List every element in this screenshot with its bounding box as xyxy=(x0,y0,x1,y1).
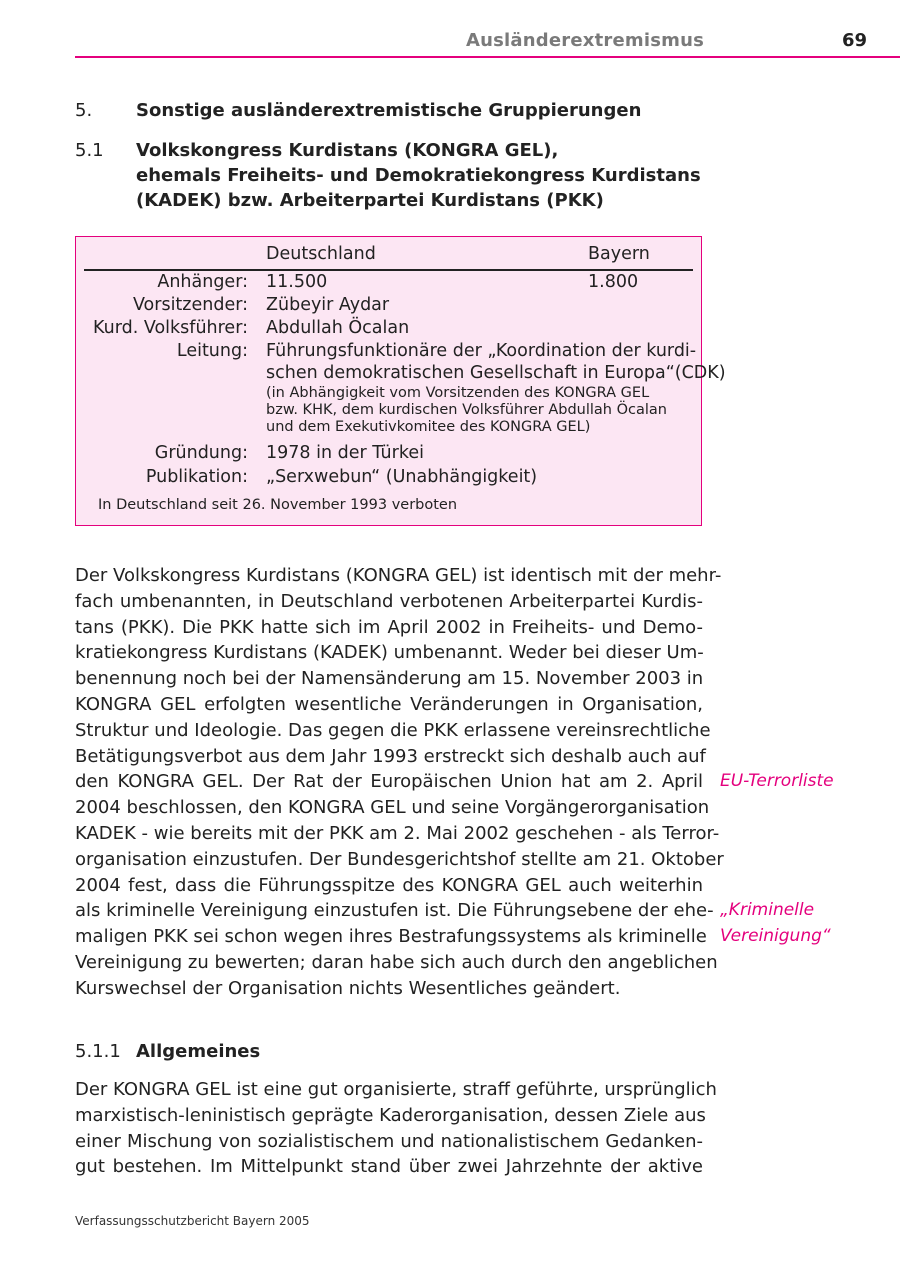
text-line: gut bestehen. Im Mittelpunkt stand über zwei Jahrzehnte der aktive xyxy=(75,1156,703,1178)
section-title: Sonstige ausländerextremistische Gruppierungen xyxy=(136,100,642,121)
label-publikation: Publikation: xyxy=(145,467,248,487)
text-line: als kriminelle Vereinigung einzustufen ist. Die Führungsebene der ehe- xyxy=(75,900,714,922)
subsection-title-line: Volkskongress Kurdistans (KONGRA GEL), xyxy=(136,140,559,161)
label-vorsitzender: Vorsitzender: xyxy=(132,295,248,315)
value-anhaenger-germany: 11.500 xyxy=(266,272,328,292)
margin-note-kriminelle-vereinigung: Vereinigung“ xyxy=(720,926,831,946)
value-leitung-line: schen demokratischen Gesellschaft in Europa“(CDK) xyxy=(266,363,726,383)
text-line: Der Volkskongress Kurdistans (KONGRA GEL) ist identisch mit der mehr- xyxy=(75,565,722,586)
value-leitung-line: Führungsfunktionäre der „Koordination der kurdi- xyxy=(266,341,697,361)
column-header-bavaria: Bayern xyxy=(588,244,650,264)
subsection-title-line: (KADEK) bzw. Arbeiterpartei Kurdistans (PKK) xyxy=(136,190,604,211)
section-number: 5. xyxy=(75,100,93,121)
subsubsection-number: 5.1.1 xyxy=(75,1041,121,1062)
label-leitung: Leitung: xyxy=(176,341,248,361)
leitung-note-line: und dem Exekutivkomitee des KONGRA GEL) xyxy=(266,419,591,435)
text-line: benennung noch bei der Namensänderung am 15. November 2003 in xyxy=(75,668,704,690)
value-gruendung: 1978 in der Türkei xyxy=(266,443,424,463)
leitung-note-line: bzw. KHK, dem kurdischen Volksführer Abdullah Öcalan xyxy=(266,402,667,418)
text-line: 2004 beschlossen, den KONGRA GEL und seine Vorgängerorganisation xyxy=(75,797,710,819)
label-anhaenger: Anhänger: xyxy=(157,272,248,292)
text-line: kratiekongress Kurdistans (KADEK) umbenannt. Weder bei dieser Um- xyxy=(75,642,704,664)
text-line: marxistisch-leninistisch geprägte Kaderorganisation, dessen Ziele aus xyxy=(75,1104,706,1126)
margin-note-kriminelle-vereinigung: „Kriminelle xyxy=(720,900,815,920)
text-line: fach umbenannten, in Deutschland verbotenen Arbeiterpartei Kurdis- xyxy=(75,590,703,612)
column-header-germany: Deutschland xyxy=(266,244,376,264)
value-anhaenger-bavaria: 1.800 xyxy=(588,272,639,292)
organization-infobox xyxy=(75,236,726,526)
body-paragraph xyxy=(75,1077,717,1180)
leitung-note-line: (in Abhängigkeit vom Vorsitzenden des KONGRA GEL xyxy=(266,385,650,401)
text-line: organisation einzustufen. Der Bundesgerichtshof stellte am 21. Oktober xyxy=(75,848,724,870)
running-header-title: Ausländerextremismus xyxy=(466,30,704,51)
text-line: maligen PKK sei schon wegen ihres Bestrafungssystems als kriminelle xyxy=(75,926,707,948)
subsection-number: 5.1 xyxy=(75,140,104,161)
text-line: Struktur und Ideologie. Das gegen die PKK erlassene vereinsrechtliche xyxy=(75,719,711,741)
text-line: Vereinigung zu bewerten; daran habe sich auch durch den angeblichen xyxy=(75,951,718,973)
header-divider xyxy=(75,56,900,58)
text-line: KADEK - wie bereits mit der PKK am 2. Mai 2002 geschehen - als Terror- xyxy=(75,822,720,844)
value-vorsitzender: Zübeyir Aydar xyxy=(266,295,390,315)
value-volksfuehrer: Abdullah Öcalan xyxy=(266,318,410,338)
text-line: den KONGRA GEL. Der Rat der Europäischen Union hat am 2. April xyxy=(75,771,703,793)
page-number: 69 xyxy=(841,30,867,51)
text-line: 2004 fest, dass die Führungsspitze des KONGRA GEL auch weiterhin xyxy=(75,874,703,896)
body-paragraph xyxy=(75,563,724,1002)
value-publikation: „Serxwebun“ (Unabhängigkeit) xyxy=(266,467,538,487)
text-line: Der KONGRA GEL ist eine gut organisierte, straff geführte, ursprünglich xyxy=(75,1079,717,1100)
subsubsection-title: Allgemeines xyxy=(136,1041,261,1062)
text-line: tans (PKK). Die PKK hatte sich im April 2002 in Freiheits- und Demo- xyxy=(75,616,703,638)
text-line: Betätigungsverbot aus dem Jahr 1993 erstreckt sich deshalb auch auf xyxy=(75,745,706,767)
text-line: KONGRA GEL erfolgten wesentliche Veränderungen in Organisation, xyxy=(75,693,703,715)
label-gruendung: Gründung: xyxy=(154,443,248,463)
page-footer: Verfassungsschutzbericht Bayern 2005 xyxy=(75,1214,310,1228)
text-line: einer Mischung von sozialistischem und nationalistischem Gedanken- xyxy=(75,1130,703,1152)
text-line: Kurswechsel der Organisation nichts Wesentliches geändert. xyxy=(75,977,621,999)
margin-note-eu-terrorliste: EU-Terrorliste xyxy=(720,771,834,791)
ban-footnote: In Deutschland seit 26. November 1993 verboten xyxy=(98,497,458,513)
label-volksfuehrer: Kurd. Volksführer: xyxy=(93,318,248,338)
subsection-title-line: ehemals Freiheits- und Demokratiekongress Kurdistans xyxy=(136,165,701,186)
